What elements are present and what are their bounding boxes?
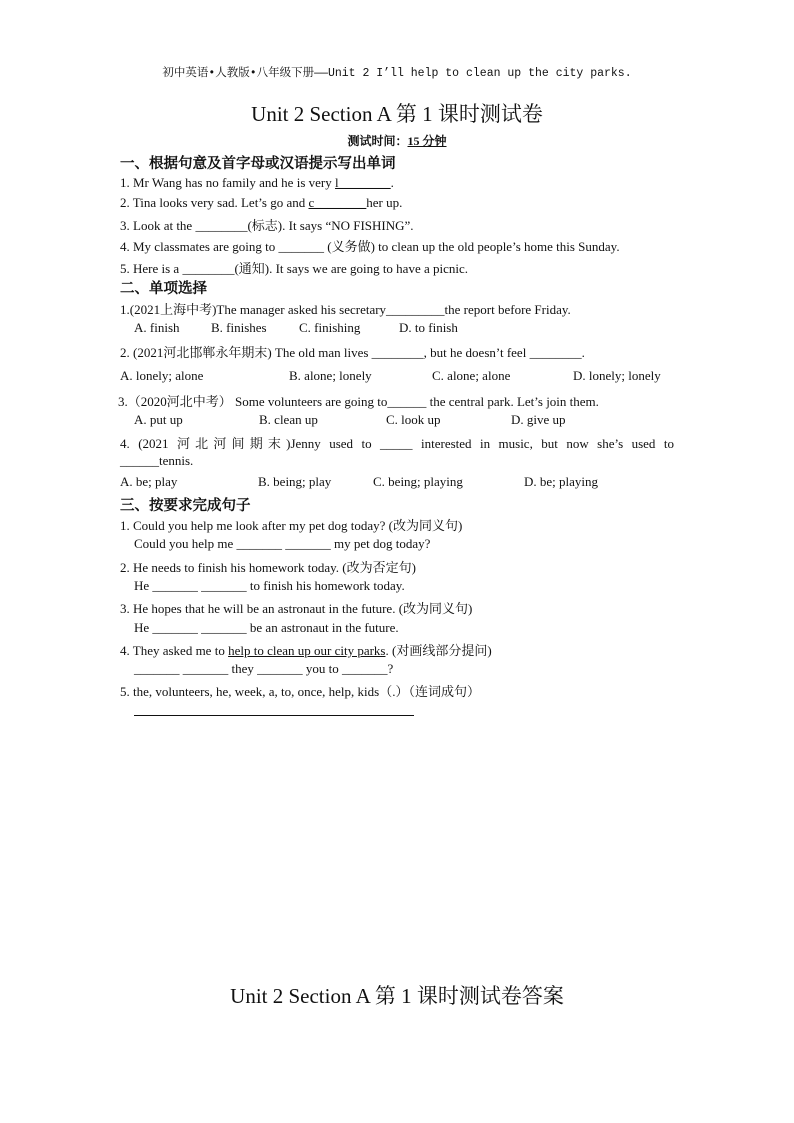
question-continuation: ______tennis. [120, 453, 194, 468]
question: 5. Here is a ________(通知). It says we are going to have a picnic. [120, 261, 469, 276]
document-header: 初中英语•人教版•八年级下册——Unit 2 I’ll help to clean up the city parks. [162, 67, 632, 80]
question: 2. He needs to finish his homework today. (改为否定句) [120, 560, 416, 575]
question: 2. (2021河北邯郸永年期末) The old man lives ________, but he doesn’t feel ________. [120, 345, 585, 360]
option: D. lonely; lonely [573, 368, 661, 383]
option: C. finishing [299, 320, 361, 335]
section-heading: 二、单项选择 [120, 281, 207, 297]
option: C. look up [386, 412, 441, 427]
question: 4. My classmates are going to _______ (义务做) to clean up the old people’s home this Sunday. [120, 239, 620, 254]
test-time-value: 15 分钟 [407, 134, 447, 148]
underlined-phrase: help to clean up our city parks [228, 643, 386, 658]
question: 4. They asked me to help to clean up our city parks. (对画线部分提问) [120, 643, 492, 658]
option: D. to finish [399, 320, 458, 335]
answer-blank-line [134, 715, 414, 716]
question: 2. Tina looks very sad. Let’s go and c________her up. [120, 195, 403, 210]
option: B. clean up [259, 412, 318, 427]
answer-key-title: Unit 2 Section A 第 1 课时测试卷答案 [230, 984, 564, 1008]
option: A. finish [134, 320, 180, 335]
question: 3.（2020河北中考） Some volunteers are going to______ the central park. Let’s join them. [118, 394, 599, 409]
test-time-label: 测试时间： [347, 134, 408, 148]
page-title: Unit 2 Section A 第 1 课时测试卷 [251, 102, 543, 126]
option: B. being; play [258, 474, 332, 489]
test-time [0, 132, 794, 149]
option: C. alone; alone [432, 368, 511, 383]
question: 3. He hopes that he will be an astronaut in the future. (改为同义句) [120, 601, 473, 616]
option: A. lonely; alone [120, 368, 204, 383]
question: 1. Mr Wang has no family and he is very l________. [120, 175, 394, 190]
answer-line: _______ _______ they _______ you to _______? [134, 661, 394, 676]
question: 3. Look at the ________(标志). It says “NO FISHING”. [120, 218, 414, 233]
question: 1. Could you help me look after my pet dog today? (改为同义句) [120, 518, 463, 533]
option: C. being; playing [373, 474, 463, 489]
answer-line: Could you help me _______ _______ my pet dog today? [134, 536, 431, 551]
question: 4. (2021 河北河间期末)Jenny used to _____ interested in music, but now she’s used to [120, 436, 674, 451]
option: B. alone; lonely [289, 368, 372, 383]
option: B. finishes [211, 320, 267, 335]
section-heading: 一、根据句意及首字母或汉语提示写出单词 [120, 156, 396, 172]
question: 5. the, volunteers, he, week, a, to, once, help, kids（.）（连词成句） [120, 684, 480, 699]
section-heading: 三、按要求完成句子 [120, 498, 251, 514]
question: 1.(2021上海中考)The manager asked his secretary_________the report before Friday. [120, 302, 571, 317]
answer-line: He _______ _______ to finish his homework today. [134, 578, 405, 593]
option: D. be; playing [524, 474, 599, 489]
option: D. give up [511, 412, 566, 427]
answer-line: He _______ _______ be an astronaut in the future. [134, 620, 399, 635]
option: A. be; play [120, 474, 178, 489]
option: A. put up [134, 412, 183, 427]
